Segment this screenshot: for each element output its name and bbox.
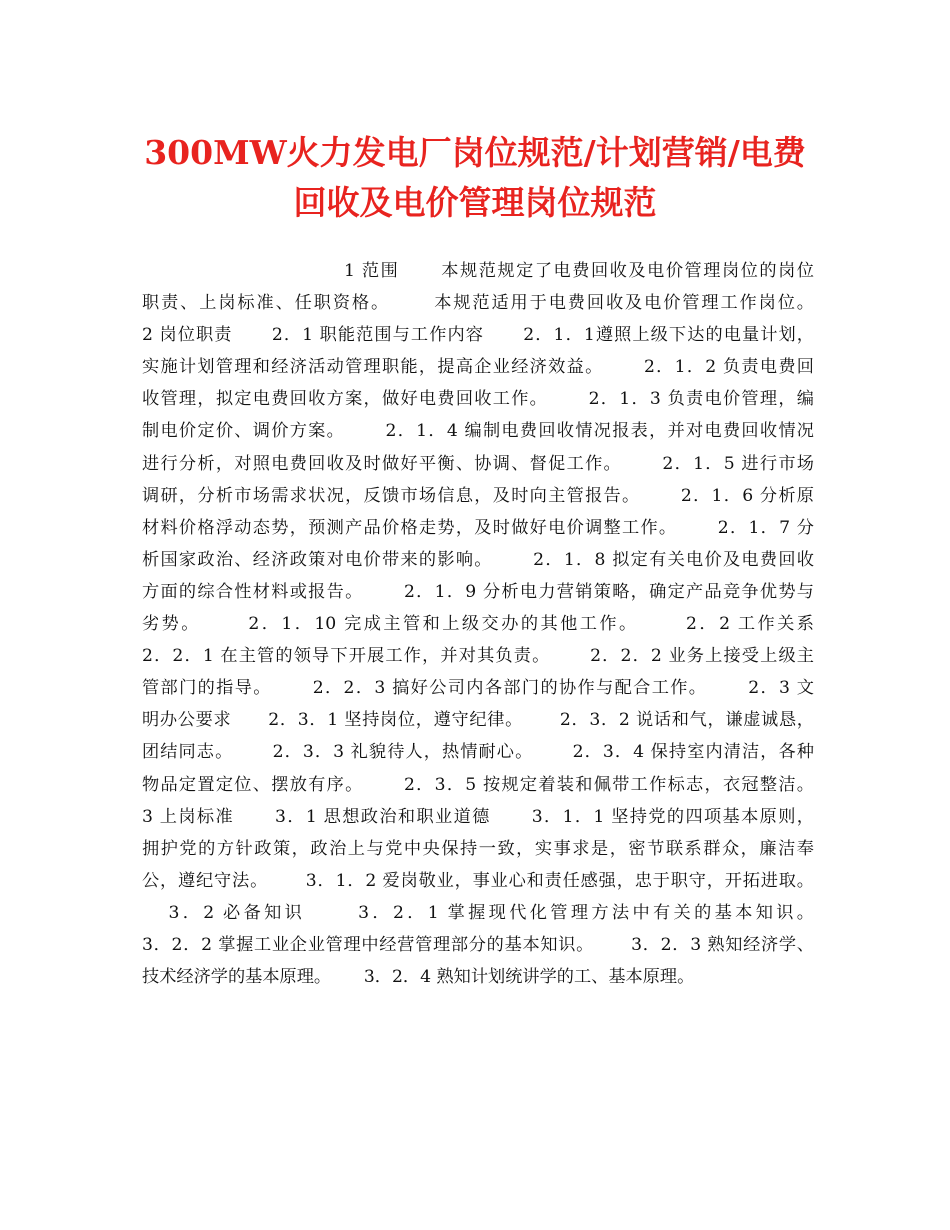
- body-line: 材料价格浮动态势，预测产品价格走势，及时做好电价调整工作。 2．1．7 分: [142, 517, 814, 538]
- body-line: 团结同志。 2．3．3 礼貌待人，热情耐心。 2．3．4 保持室内清洁，各种: [142, 742, 814, 763]
- body-line: 进行分析，对照电费回收及时做好平衡、协调、督促工作。 2．1．5 进行市场: [142, 453, 814, 474]
- body-line: 1 范围 本规范规定了电费回收及电价管理岗位的岗位: [344, 261, 814, 281]
- body-line: 劣势。 2．1．10 完成主管和上级交办的其他工作。 2．2 工作关系: [142, 614, 814, 635]
- body-line: 物品定置定位、摆放有序。 2．3．5 按规定着装和佩带工作标志，衣冠整洁。: [142, 774, 814, 795]
- body-line: 拥护党的方针政策，政治上与党中央保持一致，实事求是，密节联系群众，廉洁奉: [142, 838, 814, 859]
- body-line: 析国家政治、经济政策对电价带来的影响。 2．1．8 拟定有关电价及电费回收: [142, 549, 814, 570]
- body-line: 方面的综合性材料或报告。 2．1．9 分析电力营销策略，确定产品竞争优势与: [142, 581, 814, 602]
- title-line-2: 回收及电价管理岗位规范: [293, 183, 657, 222]
- body-line: 2．2．1 在主管的领导下开展工作，并对其负责。 2．2．2 业务上接受上级主: [142, 646, 814, 667]
- body-line: 管部门的指导。 2．2．3 搞好公司内各部门的协作与配合工作。 2．3 文: [142, 678, 814, 699]
- body-line: 明办公要求 2．3．1 坚持岗位，遵守纪律。 2．3．2 说话和气，谦虚诚恳，: [142, 710, 814, 731]
- body-line: 3．2．2 掌握工业企业管理中经营管理部分的基本知识。 3．2．3 熟知经济学、: [142, 934, 814, 955]
- body-line: 职责、上岗标准、任职资格。 本规范适用于电费回收及电价管理工作岗位。: [142, 293, 814, 314]
- document-title: [110, 128, 840, 228]
- title-line-1: 300MW火力发电厂岗位规范/计划营销/电费: [144, 133, 806, 172]
- body-line: 调研，分析市场需求状况，反馈市场信息，及时向主管报告。 2．1．6 分析原: [142, 485, 814, 506]
- body-line: 技术经济学的基本原理。 3．2．4 熟知计划统讲学的工、基本原理。: [142, 967, 695, 988]
- body-line: 实施计划管理和经济活动管理职能，提高企业经济效益。 2．1．2 负责电费回: [142, 357, 814, 378]
- document-body: [142, 255, 814, 993]
- body-line: 制电价定价、调价方案。 2．1．4 编制电费回收情况报表，并对电费回收情况: [142, 421, 814, 442]
- body-line: 3．2 必备知识 3．2．1 掌握现代化管理方法中有关的基本知识。: [142, 902, 814, 923]
- body-line: 收管理，拟定电费回收方案，做好电费回收工作。 2．1．3 负责电价管理，编: [142, 389, 814, 410]
- body-line: 2 岗位职责 2．1 职能范围与工作内容 2．1．1遵照上级下达的电量计划，: [142, 325, 814, 346]
- body-line: 公，遵纪守法。 3．1．2 爱岗敬业，事业心和责任感强，忠于职守，开拓进取。: [142, 870, 814, 891]
- body-line: 3 上岗标准 3．1 思想政治和职业道德 3．1．1 坚持党的四项基本原则，: [142, 806, 814, 827]
